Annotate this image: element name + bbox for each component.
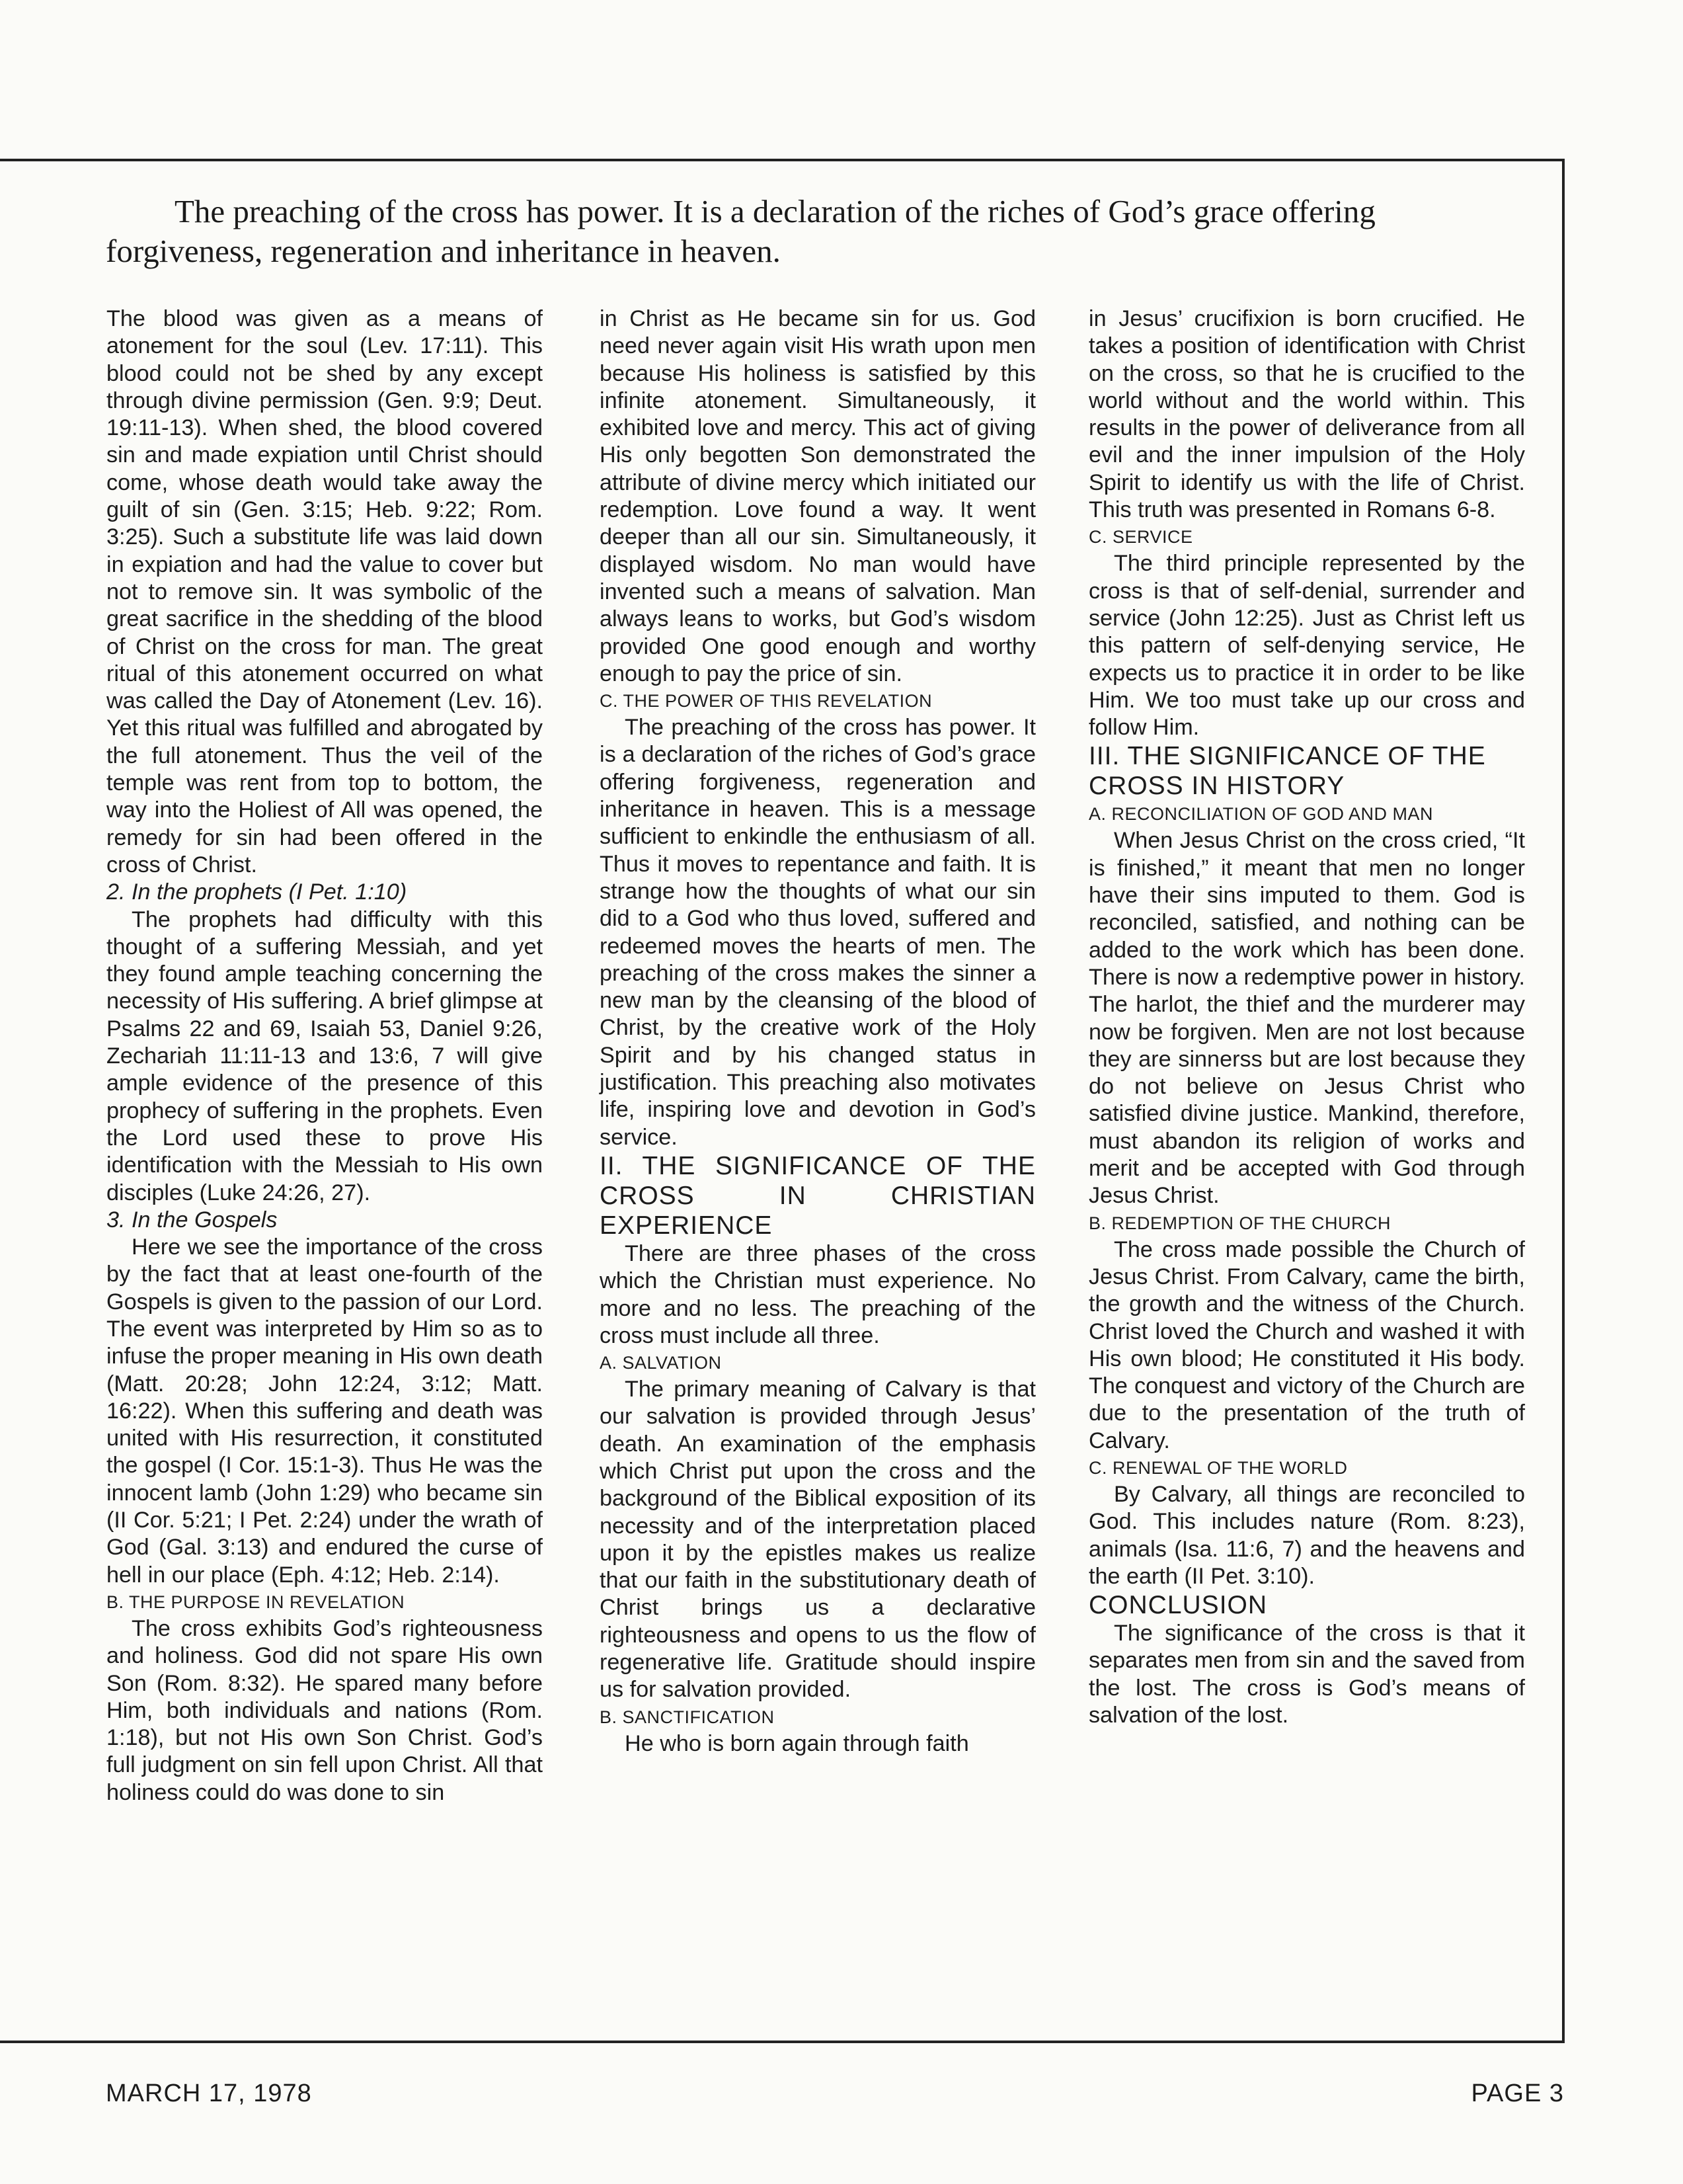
column-1 xyxy=(106,305,543,1806)
pull-quote: The preaching of the cross has power. It is a declaration of the riches of God’s grace offering forgiveness, regeneration and inheritance in heaven. xyxy=(106,193,1376,269)
paragraph: He who is born again through faith xyxy=(625,1730,969,1756)
section-heading-renewal: C. RENEWAL OF THE WORLD xyxy=(1089,1457,1348,1478)
section-heading-salvation: A. SALVATION xyxy=(600,1353,722,1373)
paragraph: The primary meaning of Calvary is that our salvation is provided through Jesus’ death. An examination of the emphasis which Christ put upon the cross and the background of the Biblical exposition of its necessity and of the interpretation placed upon it by the epistles makes us realize that our faith in the substitutionary death of Christ brings us a declarative righteousness and opens to us the flow of regenerative life. Gratitude should inspire us for salvation provided. xyxy=(600,1377,1036,1703)
section-heading-sanctification: B. SANCTIFICATION xyxy=(600,1707,775,1727)
footer-date: MARCH 17, 1978 xyxy=(106,2080,312,2107)
paragraph: in Jesus’ crucifixion is born crucified. He takes a position of identification with Christ on the cross, so that he is crucified to the world without and the world within. This results in the power of deliverance from all evil and the inner impulsion of the Holy Spirit to identify us with the life of Christ. This truth was presented in Romans 6-8. xyxy=(1089,306,1525,523)
section-heading-purpose: B. THE PURPOSE IN REVELATION xyxy=(106,1592,405,1612)
paragraph: There are three phases of the cross which the Christian must experience. No more and no less. The preaching of the cross must include all three. xyxy=(600,1240,1036,1348)
subheading-prophets: 2. In the prophets (I Pet. 1:10) xyxy=(106,879,407,905)
section-title-christian-experience: II. THE SIGNIFICANCE OF THE CROSS IN CHRISTIAN EXPERIENCE xyxy=(600,1151,1036,1240)
paragraph: By Calvary, all things are reconciled to God. This includes nature (Rom. 8:23), animals (Isa. 11:6, 7) and the heavens and the earth (II Pet. 3:10). xyxy=(1089,1481,1525,1589)
paragraph: The third principle represented by the cross is that of self-denial, surrender and service (John 12:25). Just as Christ left us this pattern of self-denying service, He expects us to practice it in order to be like Him. We too must take up our cross and follow Him. xyxy=(1089,551,1525,741)
section-title-history: III. THE SIGNIFICANCE OF THE CROSS IN HISTORY xyxy=(1089,742,1486,801)
column-2 xyxy=(600,305,1036,1758)
paragraph: The significance of the cross is that it separates men from sin and the saved from the lost. The cross is God’s means of salvation of the lost. xyxy=(1089,1621,1525,1728)
section-heading-power: C. THE POWER OF THIS REVELATION xyxy=(600,691,933,711)
paragraph: The cross made possible the Church of Jesus Christ. From Calvary, came the birth, the growth and the witness of the Church. Christ loved the Church and washed it with His own blood; He constituted it His body. The conquest and victory of the Church are due to the presentation of the truth of Calvary. xyxy=(1089,1236,1525,1453)
section-heading-reconciliation: A. RECONCILIATION OF GOD AND MAN xyxy=(1089,804,1434,825)
section-title-conclusion: CONCLUSION xyxy=(1089,1591,1268,1620)
paragraph: Here we see the importance of the cross by the fact that at least one-fourth of the Gospels is given to the passion of our Lord. The event was interpreted by Him so as to infuse the proper meaning in His own death (Matt. 20:28; John 12:24, 3:12; Matt. 16:22). When this suffering and death was united with His resurrection, it constituted the gospel (I Cor. 15:1-3). Thus He was the innocent lamb (John 1:29) who became sin (II Cor. 5:21; I Pet. 2:24) under the wrath of God (Gal. 3:13) and endured the curse of hell in our place (Eph. 4:12; Heb. 2:14). xyxy=(106,1234,543,1588)
column-3 xyxy=(1089,305,1525,1729)
subheading-gospels: 3. In the Gospels xyxy=(106,1207,278,1233)
paragraph: When Jesus Christ on the cross cried, “It is finished,” it meant that men no longer have their sins imputed to them. God is reconciled, satisfied, and nothing can be added to the work which has been done. There is now a redemptive power in history. The harlot, the thief and the murderer may now be forgiven. Men are not lost because they are sinnerss but are lost because they do not believe on Jesus Christ who satisfied divine justice. Mankind, therefore, must abandon its religion of works and merit and be accepted with God through Jesus Christ. xyxy=(1089,828,1525,1209)
paragraph: The prophets had difficulty with this thought of a suffering Messiah, and yet they found ample teaching concerning the necessity of His suffering. A brief glimpse at Psalms 22 and 69, Isaiah 53, Daniel 9:26, Zechariah 11:11-13 and 13:6, 7 will give ample evidence of the presence of this prophecy of suffering in the prophets. Even the Lord used these to prove His identification with the Messiah to His own disciples (Luke 24:26, 27). xyxy=(106,907,543,1205)
paragraph: The blood was given as a means of atonement for the soul (Lev. 17:11). This blood could not be shed by any except through divine permission (Gen. 9:9; Deut. 19:11-13). When shed, the blood covered sin and made expiation until Christ should come, whose death would take away the guilt of sin (Gen. 3:15; Heb. 9:22; Rom. 3:25). Such a substitute life was laid down in expiation and had the value to cover but not to remove sin. It was symbolic of the great sacrifice in the shedding of the blood of Christ on the cross for man. The great ritual of this atonement occurred on what was called the Day of Atonement (Lev. 16). Yet this ritual was fulfilled and abrogated by the full atonement. Thus the veil of the temple was rent from top to bottom, the way into the Holiest of All was opened, the remedy for sin had been offered in the cross of Christ. xyxy=(106,306,543,877)
paragraph: The cross exhibits God’s righteousness and holiness. God did not spare His own Son (Rom. 8:32). He spared many before Him, both individuals and nations (Rom. 1:18), but not His own Son Christ. God’s full judgment on sin fell upon Christ. All that holiness could do was done to sin xyxy=(106,1615,543,1805)
paragraph: The preaching of the cross has power. It is a declaration of the riches of God’s grace offering forgiveness, regeneration and inheritance in heaven. This is a message sufficient to enkindle the enthusiasm of all. Thus it moves to repentance and faith. It is strange how the thoughts of what our sin did to a God who thus loved, suffered and redeemed moves the hearts of men. The preaching of the cross makes the sinner a new man by the cleansing of the blood of Christ, by the creative work of the Holy Spirit and by his changed status in justification. This preaching also motivates life, inspiring love and devotion in God’s service. xyxy=(600,715,1036,1150)
paragraph: in Christ as He became sin for us. God need never again visit His wrath upon men because His holiness is satisfied by this infinite atonement. Simultaneously, it exhibited love and mercy. This act of giving His only begotten Son demonstrated the attribute of divine mercy which initiated our redemption. Love found a way. It went deeper than all our sin. Simultaneously, it displayed wisdom. No man would have invented such a means of salvation. Man always leans to works, but God’s wisdom provided One good enough and worthy enough to pay the price of sin. xyxy=(600,306,1036,686)
section-heading-redemption: B. REDEMPTION OF THE CHURCH xyxy=(1089,1213,1391,1233)
section-heading-service: C. SERVICE xyxy=(1089,527,1193,547)
footer-page-number: PAGE 3 xyxy=(1471,2080,1564,2107)
